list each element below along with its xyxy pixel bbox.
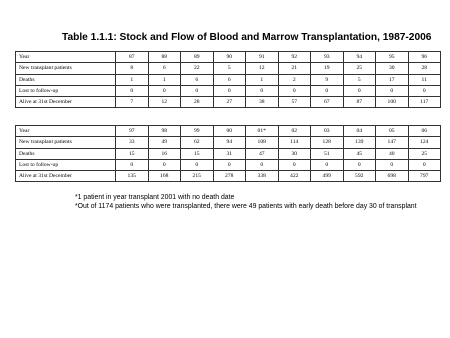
header-row — [16, 126, 441, 137]
year-header-cell: 95 — [376, 52, 409, 63]
value-cell: 698 — [376, 171, 409, 182]
table-row — [16, 85, 441, 96]
value-cell: 7 — [116, 97, 149, 108]
value-cell: 87 — [343, 97, 376, 108]
value-cell: 5 — [213, 63, 246, 74]
value-cell: 45 — [343, 148, 376, 159]
year-header-cell: 90 — [213, 52, 246, 63]
value-cell: 0 — [148, 159, 181, 170]
row-label-cell: Lost to follow-up — [16, 85, 116, 96]
value-cell: 1 — [148, 74, 181, 85]
year-header-cell: 98 — [148, 126, 181, 137]
year-header-cell: 93 — [311, 52, 344, 63]
footnotes — [75, 193, 445, 211]
value-cell: 28 — [408, 63, 441, 74]
value-cell: 797 — [408, 171, 441, 182]
value-cell: 33 — [116, 137, 149, 148]
value-cell: 1 — [116, 74, 149, 85]
table-row — [16, 159, 441, 170]
value-cell: 108 — [246, 137, 279, 148]
table-row — [16, 171, 441, 182]
value-cell: 168 — [148, 171, 181, 182]
value-cell: 30 — [376, 63, 409, 74]
value-cell: 592 — [343, 171, 376, 182]
year-header-cell: 97 — [116, 126, 149, 137]
value-cell: 0 — [311, 159, 344, 170]
value-cell: 67 — [311, 97, 344, 108]
stock-flow-table-1997-2006 — [15, 125, 441, 182]
value-cell: 114 — [278, 137, 311, 148]
year-header-cell: 91 — [246, 52, 279, 63]
header-label-cell: Year — [16, 126, 116, 137]
year-header-cell: 04 — [343, 126, 376, 137]
value-cell: 0 — [213, 85, 246, 96]
value-cell: 117 — [408, 97, 441, 108]
value-cell: 62 — [181, 137, 214, 148]
value-cell: 124 — [408, 137, 441, 148]
value-cell: 128 — [311, 137, 344, 148]
year-header-cell: 03 — [311, 126, 344, 137]
value-cell: 5 — [343, 74, 376, 85]
header-row — [16, 52, 441, 63]
value-cell: 0 — [148, 85, 181, 96]
value-cell: 0 — [408, 85, 441, 96]
row-label-cell: Alive at 31st December — [16, 97, 116, 108]
value-cell: 19 — [311, 63, 344, 74]
value-cell: 278 — [213, 171, 246, 182]
value-cell: 25 — [408, 148, 441, 159]
footnote-early-death: *Out of 1174 patients who were transplanted, there were 49 patients with early death before day 30 of transplant — [75, 203, 417, 210]
value-cell: 0 — [116, 159, 149, 170]
value-cell: 0 — [311, 85, 344, 96]
stock-flow-table-1987-1996 — [15, 51, 441, 108]
value-cell: 0 — [181, 159, 214, 170]
year-header-cell: 02 — [278, 126, 311, 137]
value-cell: 0 — [278, 159, 311, 170]
value-cell: 57 — [278, 97, 311, 108]
value-cell: 0 — [376, 159, 409, 170]
footnote-2001: *1 patient in year transplant 2001 with no death date — [75, 194, 235, 201]
value-cell: 0 — [181, 85, 214, 96]
value-cell: 6 — [213, 74, 246, 85]
value-cell: 21 — [278, 63, 311, 74]
row-label-cell: New transplant patients — [16, 137, 116, 148]
value-cell: 0 — [343, 85, 376, 96]
value-cell: 0 — [213, 159, 246, 170]
value-cell: 49 — [148, 137, 181, 148]
year-header-cell: 00 — [213, 126, 246, 137]
value-cell: 25 — [343, 63, 376, 74]
value-cell: 8 — [116, 63, 149, 74]
year-header-cell: 89 — [181, 52, 214, 63]
value-cell: 38 — [246, 97, 279, 108]
value-cell: 338 — [246, 171, 279, 182]
row-label-cell: Lost to follow-up — [16, 159, 116, 170]
value-cell: 0 — [343, 159, 376, 170]
value-cell: 15 — [116, 148, 149, 159]
value-cell: 27 — [213, 97, 246, 108]
value-cell: 16 — [148, 148, 181, 159]
value-cell: 17 — [376, 74, 409, 85]
value-cell: 100 — [376, 97, 409, 108]
value-cell: 31 — [213, 148, 246, 159]
row-label-cell: Deaths — [16, 148, 116, 159]
row-label-cell: Deaths — [16, 74, 116, 85]
value-cell: 147 — [376, 137, 409, 148]
table-row — [16, 63, 441, 74]
value-cell: 15 — [181, 148, 214, 159]
year-header-cell: 99 — [181, 126, 214, 137]
table-row — [16, 97, 441, 108]
value-cell: 12 — [148, 97, 181, 108]
value-cell: 30 — [278, 148, 311, 159]
value-cell: 94 — [213, 137, 246, 148]
value-cell: 0 — [376, 85, 409, 96]
year-header-cell: 94 — [343, 52, 376, 63]
value-cell: 0 — [116, 85, 149, 96]
value-cell: 28 — [181, 97, 214, 108]
value-cell: 139 — [343, 137, 376, 148]
table-row — [16, 137, 441, 148]
value-cell: 0 — [246, 85, 279, 96]
value-cell: 11 — [408, 74, 441, 85]
table-title: Table 1.1.1: Stock and Flow of Blood and Marrow Transplantation, 1987-2006 — [62, 32, 432, 43]
value-cell: 0 — [278, 85, 311, 96]
year-header-cell: 96 — [408, 52, 441, 63]
header-label-cell: Year — [16, 52, 116, 63]
table-row — [16, 74, 441, 85]
value-cell: 22 — [181, 63, 214, 74]
year-header-cell: 01* — [246, 126, 279, 137]
value-cell: 499 — [311, 171, 344, 182]
value-cell: 135 — [116, 171, 149, 182]
value-cell: 9 — [311, 74, 344, 85]
value-cell: 215 — [181, 171, 214, 182]
value-cell: 12 — [246, 63, 279, 74]
value-cell: 6 — [148, 63, 181, 74]
value-cell: 6 — [181, 74, 214, 85]
year-header-cell: 92 — [278, 52, 311, 63]
year-header-cell: 87 — [116, 52, 149, 63]
table-row — [16, 148, 441, 159]
year-header-cell: 88 — [148, 52, 181, 63]
value-cell: 2 — [278, 74, 311, 85]
value-cell: 0 — [246, 159, 279, 170]
value-cell: 51 — [311, 148, 344, 159]
value-cell: 1 — [246, 74, 279, 85]
year-header-cell: 06 — [408, 126, 441, 137]
row-label-cell: New transplant patients — [16, 63, 116, 74]
row-label-cell: Alive at 31st December — [16, 171, 116, 182]
value-cell: 422 — [278, 171, 311, 182]
value-cell: 47 — [246, 148, 279, 159]
year-header-cell: 05 — [376, 126, 409, 137]
value-cell: 0 — [408, 159, 441, 170]
value-cell: 40 — [376, 148, 409, 159]
